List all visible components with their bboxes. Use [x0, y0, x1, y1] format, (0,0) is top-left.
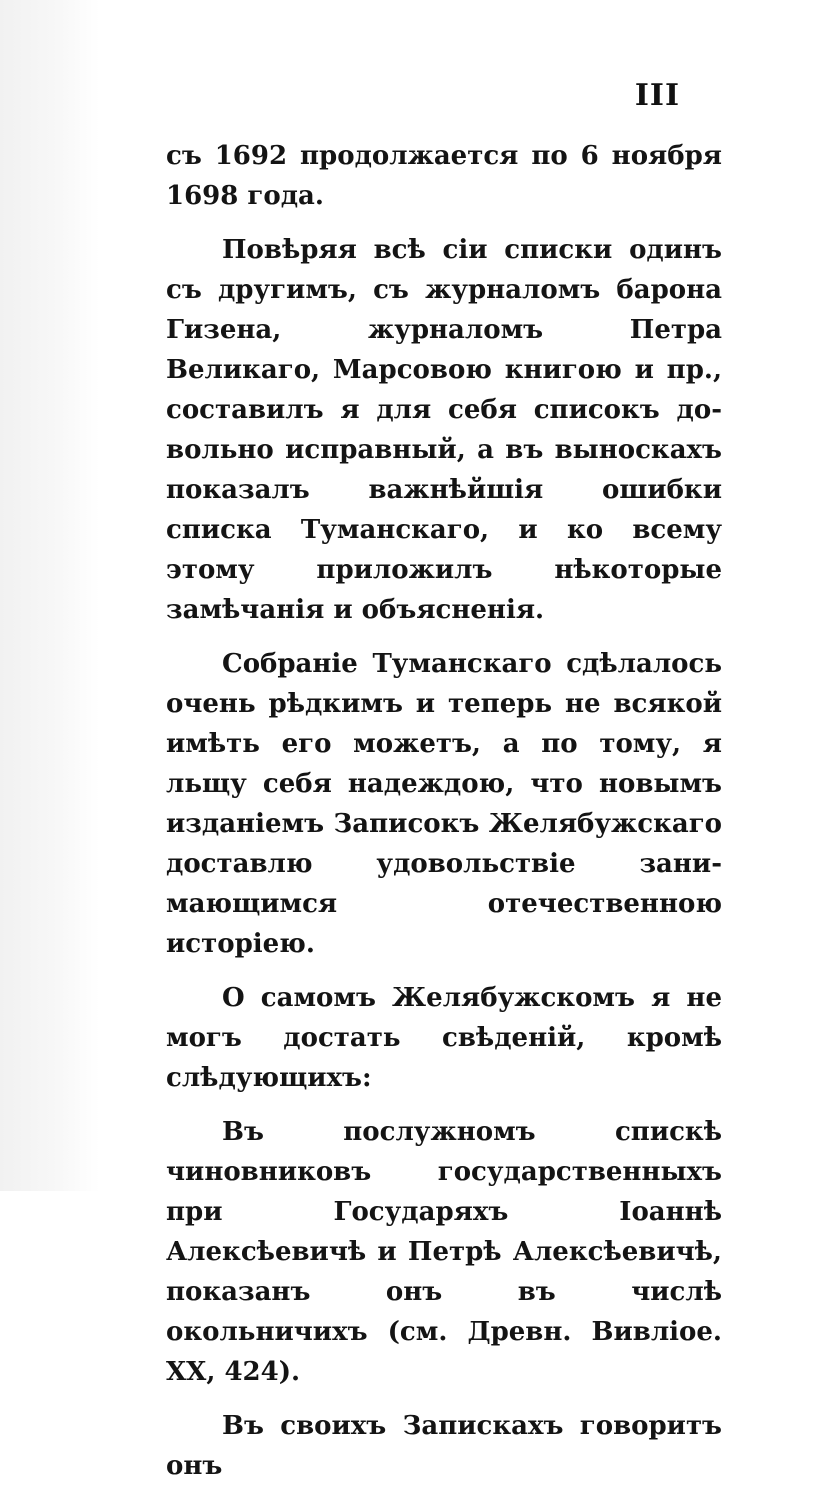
- paragraph-3: Собраніе Туманскаго сдѣлалось очень рѣдкимъ и теперь не всякой имѣть его можетъ, а по тому, я льщу себя надеждою, что новымъ изданіемъ Записокъ Желябужскаго доставлю удовольствіе занимающимся отечественною исторіею.: [166, 649, 722, 959]
- paragraph-2: Повѣряя всѣ сіи списки одинъ съ другимъ, съ журналомъ барона Гизена, журналомъ Петра Великаго, Марсовою книгою и пр., составилъ я для себя списокъ довольно исправный, а въ выноскахъ показалъ важнѣйшія ошибки списка Туманскаго, и ко всему этому приложилъ нѣкоторые замѣчанія и объясненія.: [166, 235, 722, 625]
- paragraph-4: О самомъ Желябужскомъ я не могъ достать свѣденій, кромѣ слѣдующихъ:: [166, 983, 722, 1093]
- body-text: [166, 136, 722, 1486]
- paragraph-6: Въ своихъ Запискахъ говоритъ онъ: [166, 1411, 722, 1481]
- paragraph-1: съ 1692 продолжается по 6 ноября 1698 года.: [166, 141, 722, 211]
- paragraph-5: Въ послужномъ спискѣ чиновниковъ государственныхъ при Государяхъ Іоаннѣ Алексѣевичѣ и Петрѣ Алексѣевичѣ, показанъ онъ въ числѣ окольничихъ (см. Древн. Вивліое. XX, 424).: [166, 1117, 722, 1387]
- page-number: III: [634, 78, 680, 113]
- page-edge-shading: [0, 0, 100, 1191]
